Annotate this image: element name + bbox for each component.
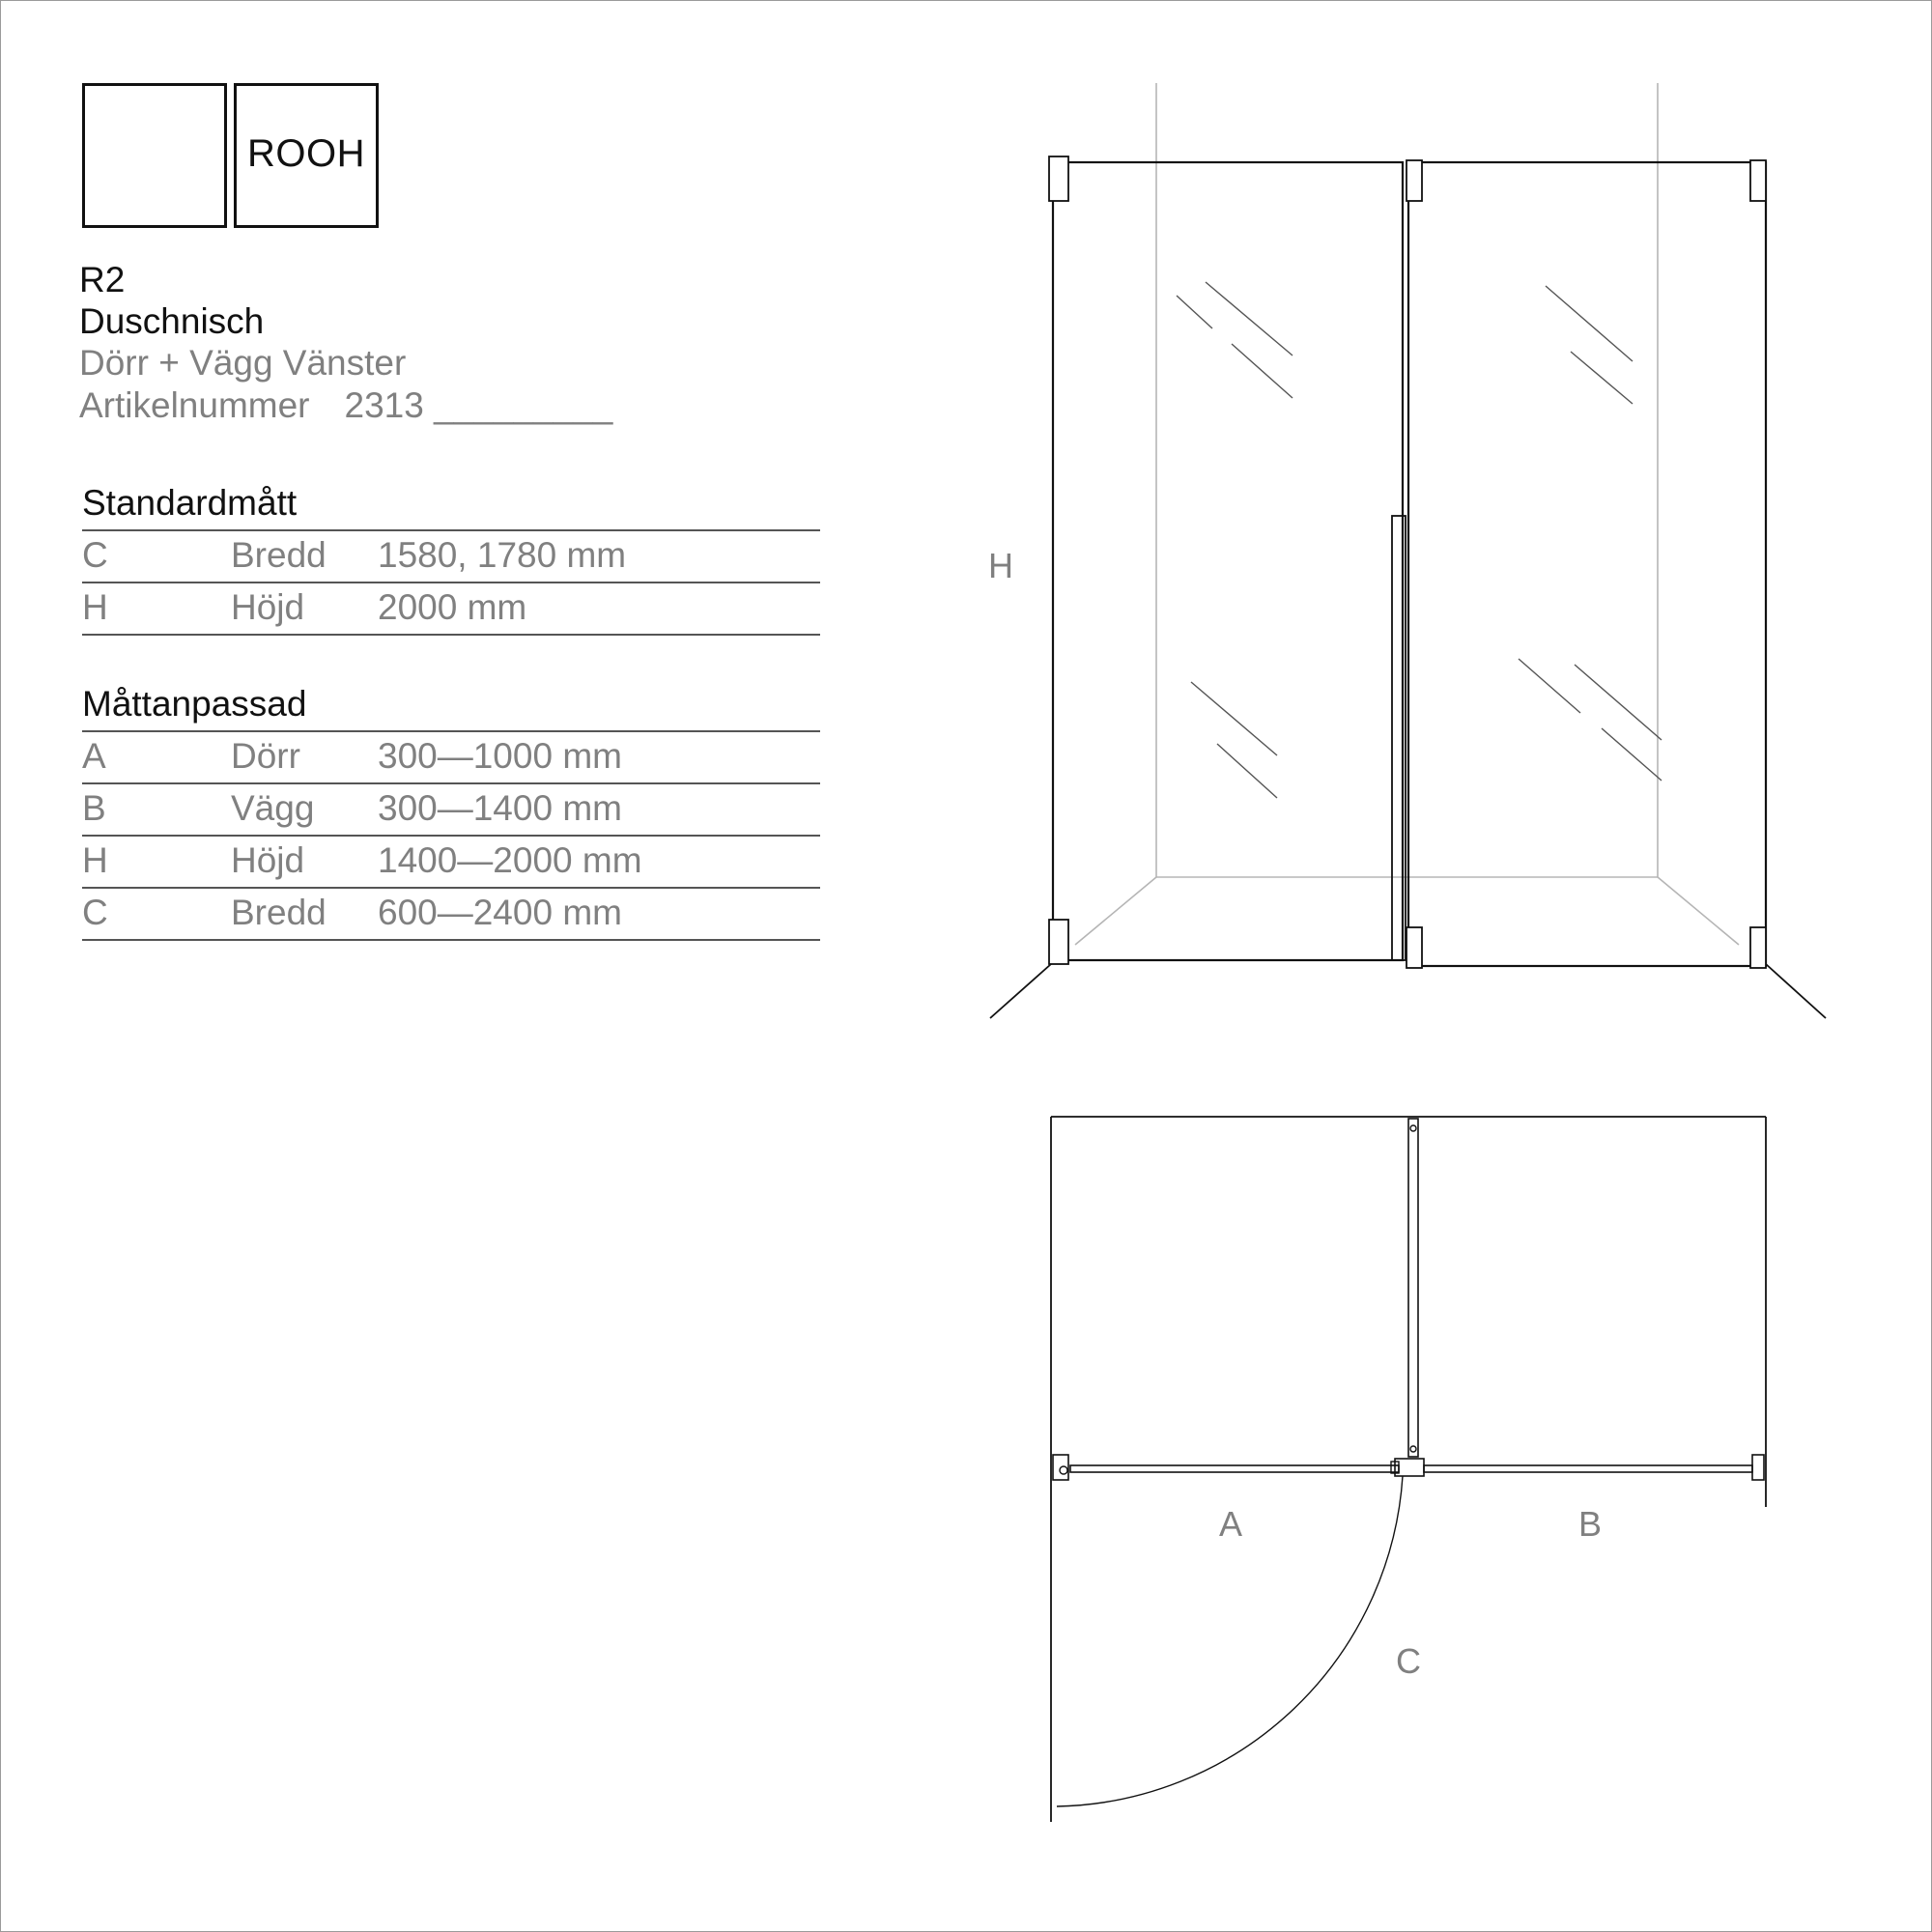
standard-heading: Standardmått xyxy=(82,483,298,523)
dimension-key: H xyxy=(82,587,108,627)
dimension-value: 300—1000 mm xyxy=(378,736,622,776)
total-width-label: C xyxy=(1396,1641,1421,1681)
niche-back-wall xyxy=(1075,83,1739,945)
door-glass xyxy=(1070,1465,1399,1472)
dimension-label: Höjd xyxy=(231,587,305,627)
dimension-value: 2000 mm xyxy=(378,587,527,627)
plan-wall-clamp xyxy=(1752,1455,1764,1480)
dimension-key: A xyxy=(82,736,106,776)
product-code: R2 xyxy=(79,260,126,299)
dimension-label: Bredd xyxy=(231,535,327,575)
dimension-label: Bredd xyxy=(231,893,327,932)
product-name: Duschnisch xyxy=(79,301,265,341)
profile-screw-icon xyxy=(1410,1125,1416,1131)
wall-glass xyxy=(1424,1465,1752,1472)
dimension-label: Vägg xyxy=(231,788,315,828)
wall-panel xyxy=(1408,162,1766,966)
dimension-label: Höjd xyxy=(231,840,305,880)
door-panel xyxy=(1053,162,1403,960)
dimension-label: Dörr xyxy=(231,736,300,776)
dimension-key: C xyxy=(82,893,108,932)
glass-reflections xyxy=(1177,282,1662,798)
dimension-value: 300—1400 mm xyxy=(378,788,622,828)
height-label: H xyxy=(988,546,1013,585)
wall-width-label: B xyxy=(1577,1504,1603,1544)
floor-lines xyxy=(990,964,1826,1018)
dimension-value: 1580, 1780 mm xyxy=(378,535,627,575)
door-width-label: A xyxy=(1218,1504,1243,1544)
dimension-key: H xyxy=(82,840,108,880)
profile-screw-icon xyxy=(1410,1446,1416,1452)
brand-name: ROOH xyxy=(247,132,365,175)
hinge-pin-icon xyxy=(1060,1466,1067,1474)
article-label: Artikelnummer xyxy=(79,385,310,425)
custom-heading: Måttanpassad xyxy=(82,684,307,724)
elevation-view xyxy=(988,83,1826,1018)
product-variant: Dörr + Vägg Vänster xyxy=(79,343,407,383)
article-number: 2313 _________ xyxy=(344,385,613,425)
plan-view xyxy=(1051,1117,1766,1822)
wall-profile xyxy=(1408,1119,1418,1457)
wall-clamps xyxy=(1406,160,1766,968)
dimension-key: B xyxy=(82,788,106,828)
dimension-value: 1400—2000 mm xyxy=(378,840,642,880)
dimension-value: 600—2400 mm xyxy=(378,893,622,932)
dimension-key: C xyxy=(82,535,108,575)
